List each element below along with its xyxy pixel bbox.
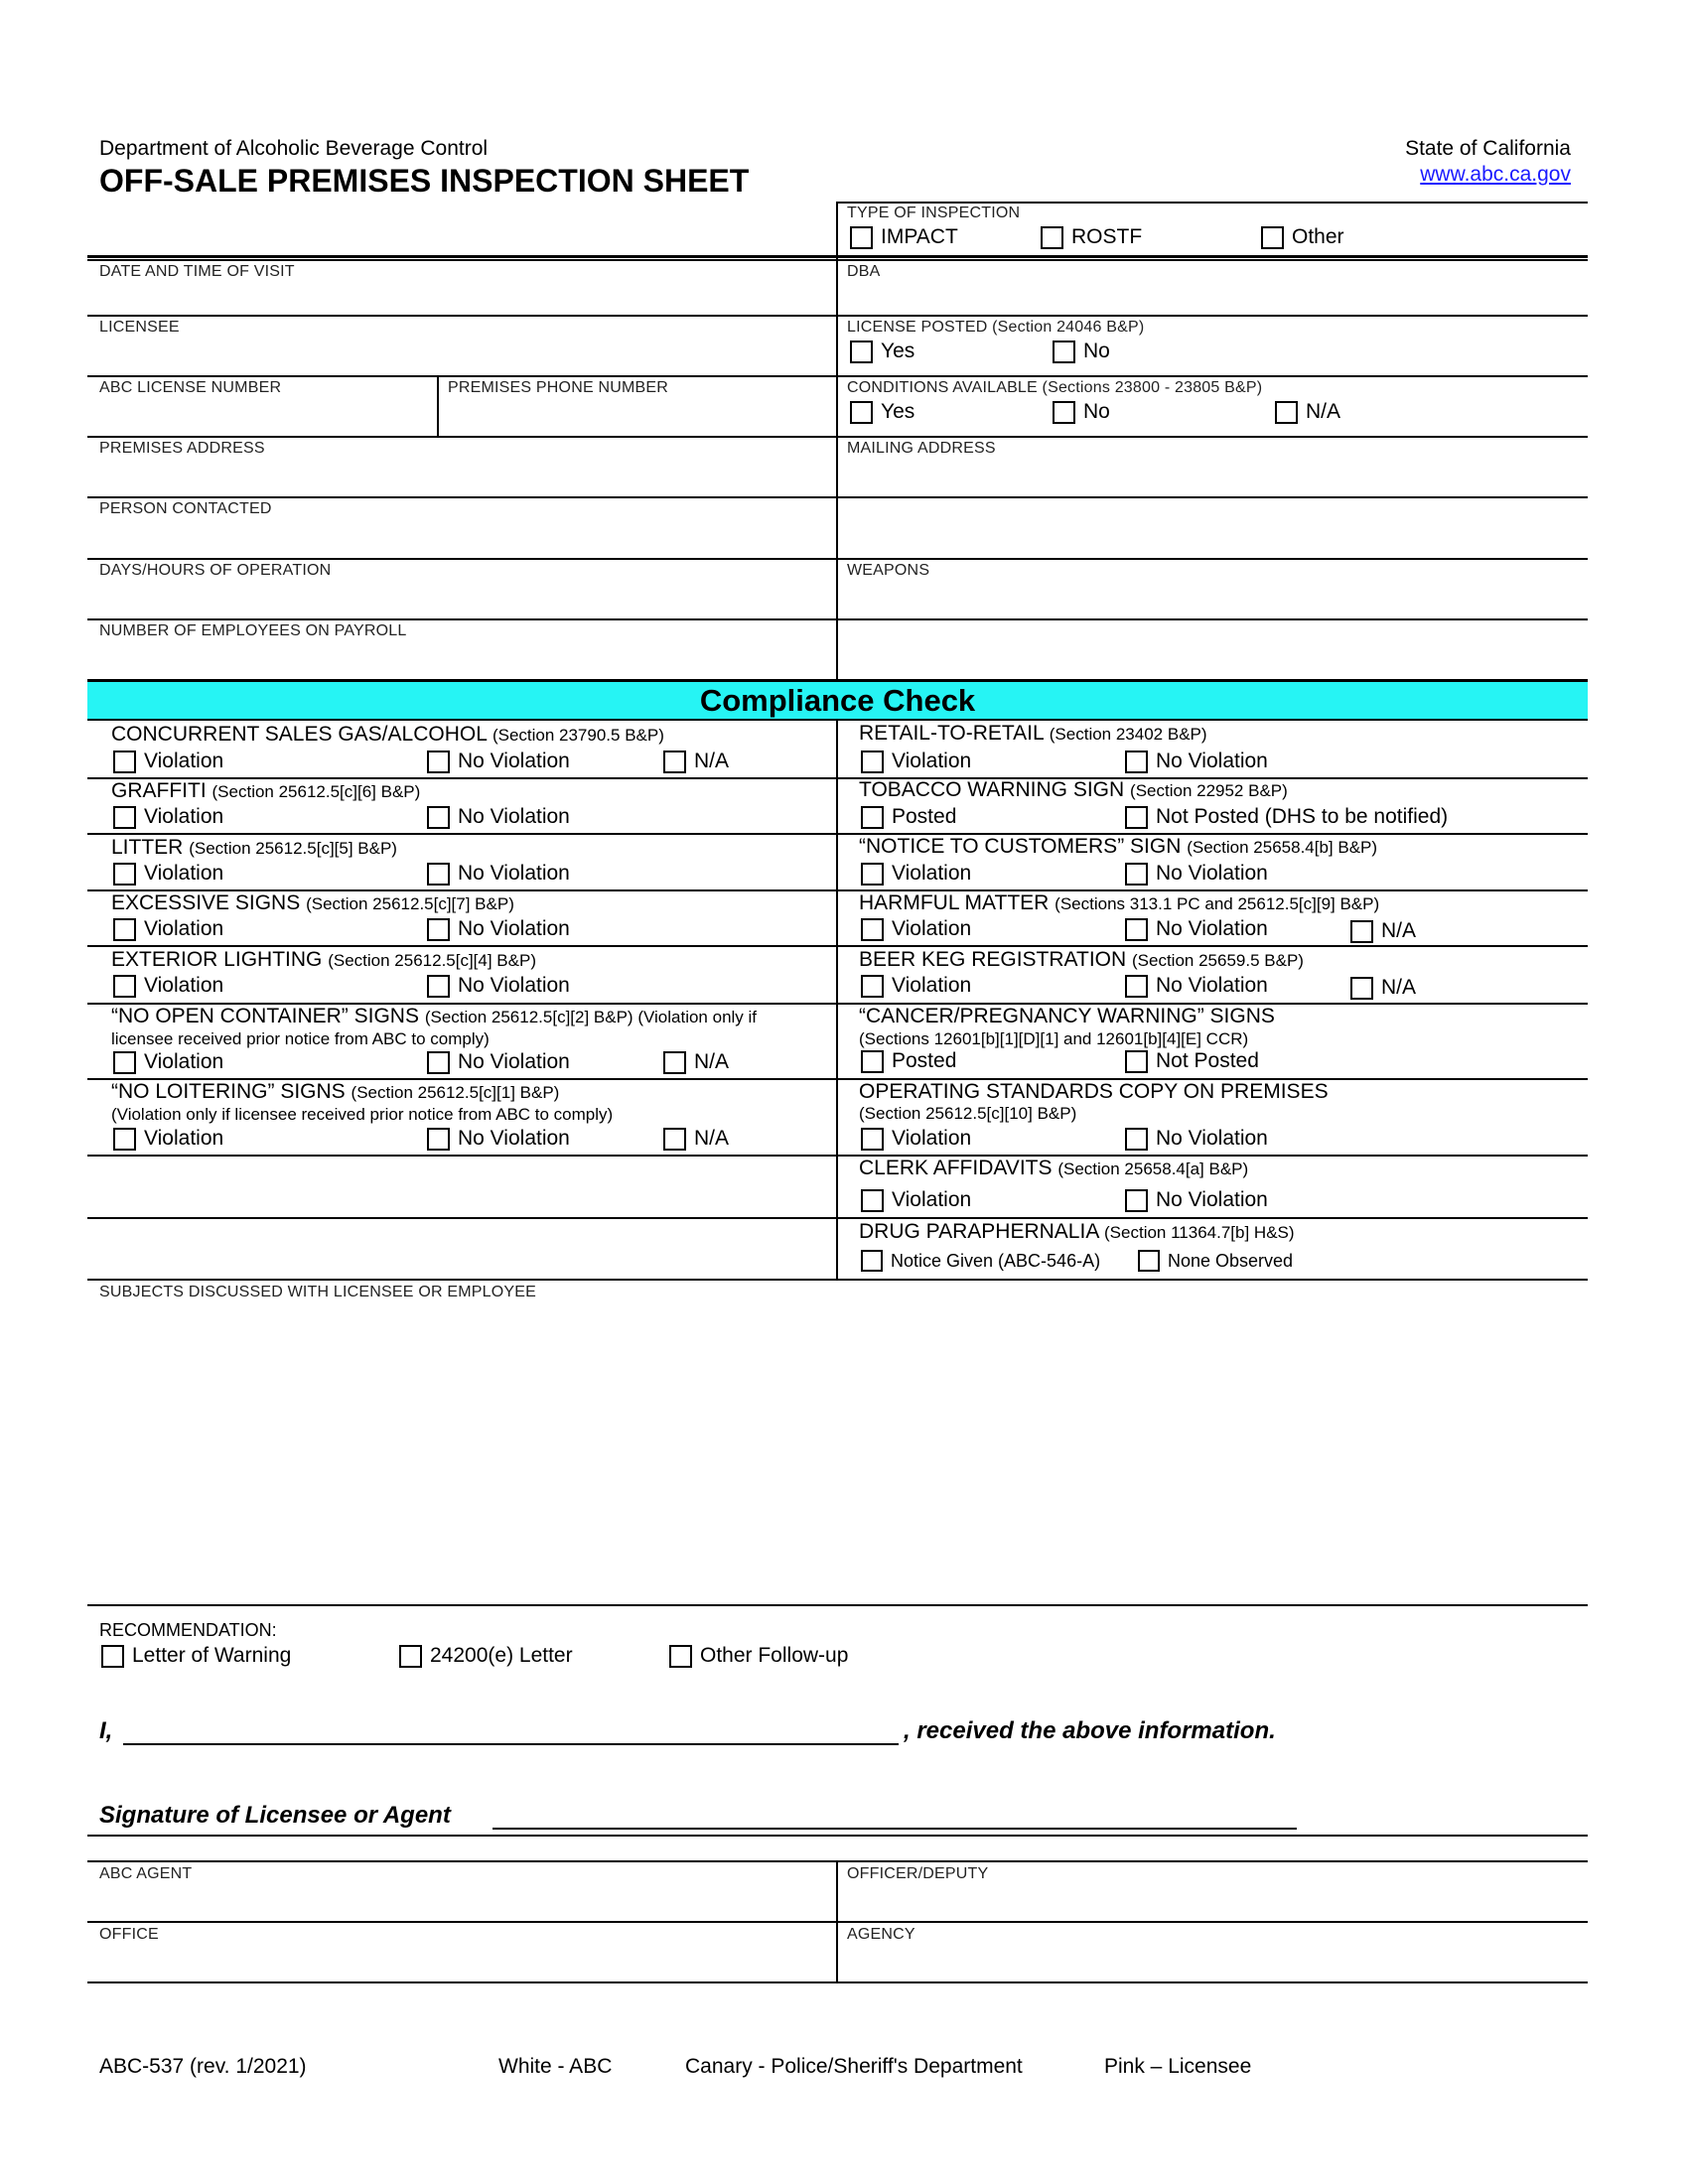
subjects-discussed-label: SUBJECTS DISCUSSED WITH LICENSEE OR EMPLOYEE	[99, 1284, 536, 1300]
recommendation-label: RECOMMENDATION:	[99, 1620, 277, 1640]
tobacco-warning-title: TOBACCO WARNING SIGN (Section 22952 B&P)	[859, 778, 1288, 801]
cancer-warning-section: (Sections 12601[b][1][D][1] and 12601[b][4][E] CCR)	[859, 1029, 1249, 1048]
signature-line[interactable]	[492, 1828, 1297, 1830]
checkbox-square[interactable]	[1275, 401, 1298, 424]
exterior-lighting-no-violation[interactable]: No Violation	[427, 974, 570, 998]
license-posted-yes[interactable]: Yes	[850, 340, 914, 363]
beer-keg-title: BEER KEG REGISTRATION (Section 25659.5 B&P)	[859, 948, 1304, 971]
inspection-type-label: TYPE OF INSPECTION	[847, 205, 1021, 221]
checkbox-square[interactable]	[1125, 1128, 1148, 1151]
no-open-container-title: “NO OPEN CONTAINER” SIGNS (Section 25612.5[c][2] B&P) (Violation only if	[111, 1005, 758, 1027]
abc-license-number-label: ABC LICENSE NUMBER	[99, 379, 282, 396]
agent-block-bottom	[87, 1981, 1588, 1983]
checkbox-square[interactable]	[1053, 401, 1075, 424]
acknowledgement-name-line[interactable]	[123, 1743, 899, 1745]
checkbox-square[interactable]	[113, 863, 136, 886]
no-open-container-violation[interactable]: Violation	[113, 1050, 223, 1074]
agent-block-top-1	[87, 1835, 1588, 1837]
checkbox-square[interactable]	[113, 1128, 136, 1151]
checkbox-square[interactable]	[1350, 920, 1373, 943]
checkbox-square[interactable]	[427, 1051, 450, 1074]
retail-to-retail-title: RETAIL-TO-RETAIL (Section 23402 B&P)	[859, 722, 1207, 745]
checkbox-square[interactable]	[669, 1645, 692, 1668]
excessive-signs-no-violation[interactable]: No Violation	[427, 917, 570, 941]
notice-to-customers-no-violation[interactable]: No Violation	[1125, 862, 1268, 886]
24200e-letter-checkbox[interactable]: 24200(e) Letter	[399, 1644, 573, 1668]
operating-standards-violation[interactable]: Violation	[861, 1127, 971, 1151]
clerk-affidavits-no-violation[interactable]: No Violation	[1125, 1188, 1268, 1212]
phone-divider	[437, 375, 439, 436]
cancer-warning-not-posted[interactable]: Not Posted	[1125, 1049, 1259, 1073]
agency-label: AGENCY	[847, 1926, 915, 1943]
checkbox-square[interactable]	[1125, 863, 1148, 886]
no-open-container-na[interactable]: N/A	[663, 1050, 729, 1074]
exterior-lighting-violation[interactable]: Violation	[113, 974, 223, 998]
employees-label: NUMBER OF EMPLOYEES ON PAYROLL	[99, 622, 407, 639]
rostf-checkbox[interactable]: ROSTF	[1041, 225, 1142, 249]
notice-to-customers-title: “NOTICE TO CUSTOMERS” SIGN (Section 25658.4[b] B&P)	[859, 835, 1378, 858]
license-posted-label: LICENSE POSTED (Section 24046 B&P)	[847, 319, 1145, 336]
checkbox-square[interactable]	[1041, 226, 1063, 249]
concurrent-sales-violation[interactable]: Violation	[113, 750, 223, 773]
checkbox-square[interactable]	[663, 751, 686, 773]
checkbox-square[interactable]	[1261, 226, 1284, 249]
checkbox-square[interactable]	[113, 975, 136, 998]
compliance-title: Compliance Check	[699, 682, 976, 718]
concurrent-sales-no-violation[interactable]: No Violation	[427, 750, 570, 773]
checkbox-square[interactable]	[861, 751, 884, 773]
checkbox-square[interactable]	[861, 1050, 884, 1073]
days-hours-label: DAYS/HOURS OF OPERATION	[99, 562, 332, 579]
checkbox-square[interactable]	[427, 863, 450, 886]
other-follow-up-checkbox[interactable]: Other Follow-up	[669, 1644, 848, 1668]
conditions-na[interactable]: N/A	[1275, 400, 1340, 424]
tobacco-warning-posted[interactable]: Posted	[861, 805, 956, 829]
dba-label: DBA	[847, 263, 881, 280]
other-checkbox[interactable]: Other	[1261, 225, 1344, 249]
no-open-container-no-violation[interactable]: No Violation	[427, 1050, 570, 1074]
beer-keg-na[interactable]: N/A	[1350, 976, 1416, 1000]
checkbox-square[interactable]	[1125, 918, 1148, 941]
checkbox-square[interactable]	[861, 975, 884, 998]
premises-phone-label: PREMISES PHONE NUMBER	[448, 379, 669, 396]
no-loitering-title: “NO LOITERING” SIGNS (Section 25612.5[c][1] B&P)	[111, 1080, 560, 1103]
checkbox-square[interactable]	[427, 975, 450, 998]
litter-violation[interactable]: Violation	[113, 862, 223, 886]
litter-no-violation[interactable]: No Violation	[427, 862, 570, 886]
graffiti-title: GRAFFITI (Section 25612.5[c][6] B&P)	[111, 779, 421, 802]
checkbox-square[interactable]	[850, 401, 873, 424]
concurrent-sales-title: CONCURRENT SALES GAS/ALCOHOL (Section 23790.5 B&P)	[111, 723, 664, 746]
white-copy-note: White - ABC	[498, 2055, 613, 2078]
checkbox-square[interactable]	[113, 1051, 136, 1074]
left-row-divider	[87, 945, 836, 947]
department-name: Department of Alcoholic Beverage Control	[99, 137, 489, 160]
canary-copy-note: Canary - Police/Sheriff's Department	[685, 2055, 1023, 2078]
cancer-warning-posted[interactable]: Posted	[861, 1049, 956, 1073]
checkbox-square[interactable]	[113, 806, 136, 829]
excessive-signs-title: EXCESSIVE SIGNS (Section 25612.5[c][7] B&P)	[111, 891, 514, 914]
exterior-lighting-title: EXTERIOR LIGHTING (Section 25612.5[c][4] B&P)	[111, 948, 536, 971]
checkbox-square[interactable]	[861, 918, 884, 941]
compliance-header-bar	[87, 682, 1588, 719]
excessive-signs-violation[interactable]: Violation	[113, 917, 223, 941]
tobacco-warning-not-posted[interactable]: Not Posted (DHS to be notified)	[1125, 805, 1448, 829]
checkbox-square[interactable]	[663, 1051, 686, 1074]
harmful-matter-violation[interactable]: Violation	[861, 917, 971, 941]
checkbox-square[interactable]	[1125, 1189, 1148, 1212]
subjects-bottom-border	[87, 1604, 1588, 1606]
checkbox-square[interactable]	[861, 806, 884, 829]
checkbox-square[interactable]	[861, 1128, 884, 1151]
checkbox-square[interactable]	[399, 1645, 422, 1668]
checkbox-square[interactable]	[1138, 1250, 1160, 1272]
date-time-label: DATE AND TIME OF VISIT	[99, 263, 295, 280]
harmful-matter-na[interactable]: N/A	[1350, 919, 1416, 943]
form-number: ABC-537 (rev. 1/2021)	[99, 2055, 307, 2078]
website-link[interactable]: www.abc.ca.gov	[1420, 163, 1571, 186]
premises-address-label: PREMISES ADDRESS	[99, 440, 265, 457]
checkbox-square[interactable]	[113, 918, 136, 941]
graffiti-no-violation[interactable]: No Violation	[427, 805, 570, 829]
abc-agent-label: ABC AGENT	[99, 1865, 193, 1882]
checkbox-square[interactable]	[1125, 751, 1148, 773]
weapons-label: WEAPONS	[847, 562, 930, 579]
pink-copy-note: Pink – Licensee	[1104, 2055, 1252, 2078]
no-loitering-no-violation[interactable]: No Violation	[427, 1127, 570, 1151]
agent-block-divider	[836, 1860, 838, 1981]
checkbox-square[interactable]	[1350, 977, 1373, 1000]
checkbox-square[interactable]	[861, 863, 884, 886]
license-posted-no[interactable]: No	[1053, 340, 1110, 363]
mailing-address-label: MAILING ADDRESS	[847, 440, 996, 457]
compliance-column-divider	[836, 721, 838, 1279]
concurrent-sales-na[interactable]: N/A	[663, 750, 729, 773]
operating-standards-no-violation[interactable]: No Violation	[1125, 1127, 1268, 1151]
compliance-bottom-border	[87, 1279, 1588, 1281]
no-loitering-note: (Violation only if licensee received prior notice from ABC to comply)	[111, 1105, 614, 1124]
drug-paraphernalia-title: DRUG PARAPHERNALIA (Section 11364.7[b] H&S)	[859, 1220, 1295, 1243]
acknowledgement-suffix: , received the above information.	[904, 1717, 1276, 1744]
person-contacted-label: PERSON CONTACTED	[99, 500, 272, 517]
checkbox-square[interactable]	[1125, 1050, 1148, 1073]
checkbox-square[interactable]	[427, 751, 450, 773]
office-label: OFFICE	[99, 1926, 159, 1943]
checkbox-square[interactable]	[113, 751, 136, 773]
right-row-divider	[836, 1217, 1588, 1219]
checkbox-square[interactable]	[1125, 806, 1148, 829]
litter-title: LITTER (Section 25612.5[c][5] B&P)	[111, 836, 397, 859]
drug-paraphernalia-none-observed[interactable]: None Observed	[1138, 1250, 1293, 1272]
inspection-top-border	[836, 202, 1588, 204]
no-loitering-violation[interactable]: Violation	[113, 1127, 223, 1151]
conditions-yes[interactable]: Yes	[850, 400, 914, 424]
checkbox-square[interactable]	[101, 1645, 124, 1668]
operating-standards-section: (Section 25612.5[c][10] B&P)	[859, 1104, 1077, 1123]
no-loitering-na[interactable]: N/A	[663, 1127, 729, 1151]
operating-standards-title: OPERATING STANDARDS COPY ON PREMISES	[859, 1080, 1329, 1103]
graffiti-violation[interactable]: Violation	[113, 805, 223, 829]
beer-keg-violation[interactable]: Violation	[861, 974, 971, 998]
checkbox-square[interactable]	[427, 918, 450, 941]
column-divider	[836, 202, 838, 680]
conditions-no[interactable]: No	[1053, 400, 1110, 424]
form-title: OFF-SALE PREMISES INSPECTION SHEET	[99, 163, 750, 199]
acknowledgement-prefix: I,	[99, 1717, 113, 1744]
checkbox-square[interactable]	[850, 226, 873, 249]
checkbox-square[interactable]	[1125, 975, 1148, 998]
conditions-available-label: CONDITIONS AVAILABLE (Sections 23800 - 23805 B&P)	[847, 379, 1263, 396]
left-row-divider	[87, 1155, 836, 1157]
no-open-container-note: licensee received prior notice from ABC to comply)	[111, 1029, 490, 1048]
clerk-affidavits-title: CLERK AFFIDAVITS (Section 25658.4[a] B&P)	[859, 1157, 1249, 1179]
checkbox-square[interactable]	[861, 1250, 883, 1272]
retail-to-retail-no-violation[interactable]: No Violation	[1125, 750, 1268, 773]
notice-to-customers-violation[interactable]: Violation	[861, 862, 971, 886]
checkbox-square[interactable]	[1053, 341, 1075, 363]
retail-to-retail-violation[interactable]: Violation	[861, 750, 971, 773]
checkbox-square[interactable]	[663, 1128, 686, 1151]
beer-keg-no-violation[interactable]: No Violation	[1125, 974, 1268, 998]
checkbox-square[interactable]	[427, 1128, 450, 1151]
officer-deputy-label: OFFICER/DEPUTY	[847, 1865, 989, 1882]
state-name: State of California	[1405, 137, 1571, 160]
left-row-divider	[87, 833, 836, 835]
signature-label: Signature of Licensee or Agent	[99, 1802, 451, 1829]
checkbox-square[interactable]	[427, 806, 450, 829]
harmful-matter-title: HARMFUL MATTER (Sections 313.1 PC and 25612.5[c][9] B&P)	[859, 891, 1380, 914]
right-row-divider	[836, 945, 1588, 947]
licensee-label: LICENSEE	[99, 319, 180, 336]
left-row-divider	[87, 1217, 836, 1219]
checkbox-square[interactable]	[861, 1189, 884, 1212]
clerk-affidavits-violation[interactable]: Violation	[861, 1188, 971, 1212]
impact-checkbox[interactable]: IMPACT	[850, 225, 958, 249]
cancer-warning-title: “CANCER/PREGNANCY WARNING” SIGNS	[859, 1005, 1275, 1027]
harmful-matter-no-violation[interactable]: No Violation	[1125, 917, 1268, 941]
drug-paraphernalia-notice-given[interactable]: Notice Given (ABC-546-A)	[861, 1250, 1100, 1272]
letter-of-warning-checkbox[interactable]: Letter of Warning	[101, 1644, 291, 1668]
checkbox-square[interactable]	[850, 341, 873, 363]
